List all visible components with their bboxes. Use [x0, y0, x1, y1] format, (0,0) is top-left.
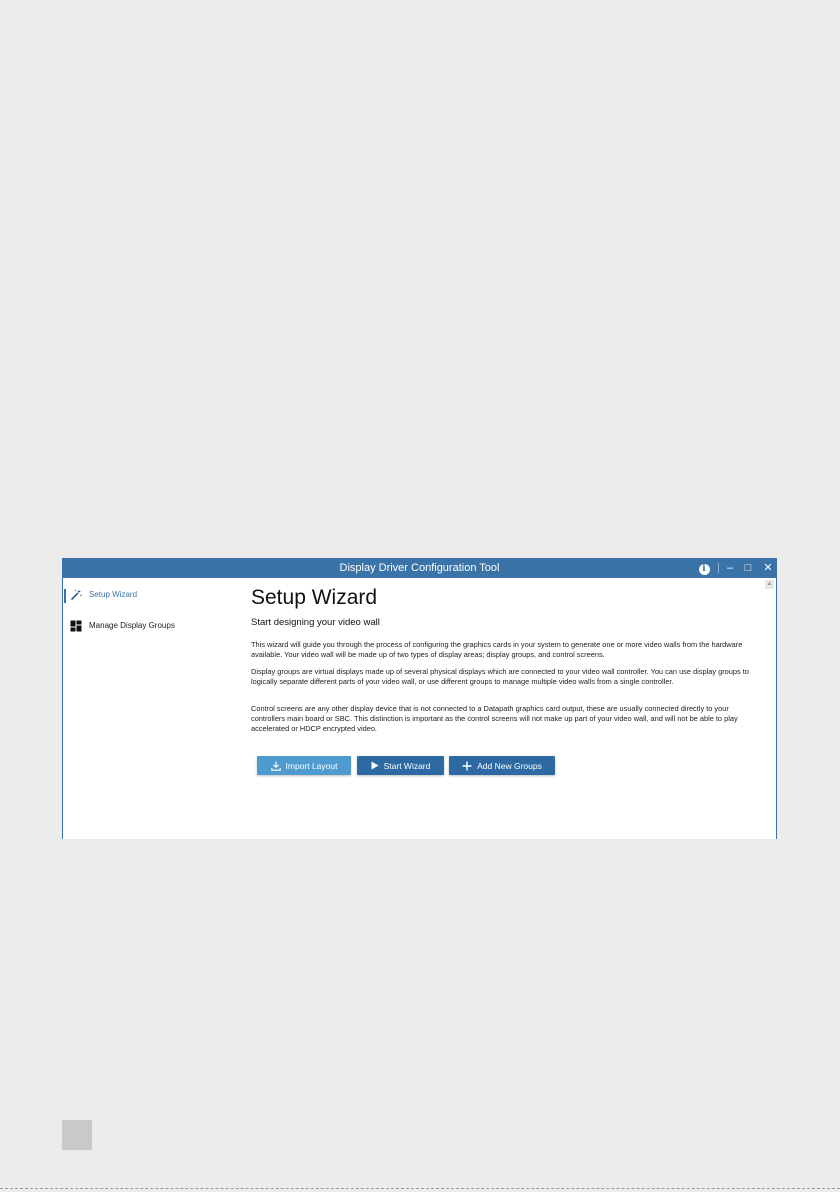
titlebar-separator	[718, 563, 719, 573]
add-new-groups-label: Add New Groups	[477, 760, 542, 771]
title-bar[interactable]	[63, 558, 776, 578]
app-window	[62, 558, 777, 839]
magic-wand-icon	[70, 589, 82, 601]
minimize-button[interactable]: –	[726, 562, 734, 574]
start-wizard-label: Start Wizard	[383, 760, 431, 771]
import-layout-label: Import Layout	[285, 760, 338, 771]
display-groups-paragraph: Display groups are virtual displays made up of several physical displays which are connected to your video wall controller. You can use display groups to logically separate different parts of your video wall, or use different groups to manage multiple video walls from a single controller.	[251, 667, 749, 686]
download-icon	[271, 761, 281, 771]
info-icon: i	[699, 564, 710, 575]
page-divider	[0, 1188, 840, 1189]
sidebar-item-label: Manage Display Groups	[89, 621, 175, 630]
import-layout-button[interactable]	[257, 756, 351, 775]
sidebar-item-setup-wizard[interactable]	[63, 584, 238, 604]
window-title: Display Driver Configuration Tool	[339, 562, 500, 574]
page-marker	[62, 1120, 92, 1150]
active-indicator	[64, 589, 66, 603]
plus-icon	[462, 761, 472, 771]
sidebar-item-label: Setup Wizard	[89, 590, 138, 599]
play-icon	[371, 761, 379, 770]
add-new-groups-button[interactable]	[449, 756, 555, 775]
control-screens-paragraph: Control screens are any other display device that is not connected to a Datapath graphics card output, these are usually connected directly to your controllers main board or SBC. This distinction is important as the control screens will not make up part of your video wall, and will not be able to play accelerated or HDCP encrypted video.	[251, 704, 738, 733]
page-subtitle: Start designing your video wall	[251, 617, 380, 628]
start-wizard-button[interactable]	[357, 756, 444, 775]
page-title: Setup Wizard	[251, 586, 378, 609]
info-button[interactable]	[697, 561, 711, 575]
close-button[interactable]: ✕	[763, 562, 773, 574]
sidebar	[63, 578, 238, 839]
intro-paragraph: This wizard will guide you through the process of configuring the graphics cards in your system to generate one or more video walls from the hardware available. Your video wall will be made up of two types of display areas; display groups, and control screens.	[251, 640, 743, 659]
sidebar-item-manage-display-groups[interactable]	[63, 615, 238, 635]
scroll-up-arrow[interactable]: ▲	[766, 581, 773, 587]
maximize-button[interactable]: □	[744, 562, 752, 574]
display-groups-icon	[70, 620, 82, 632]
